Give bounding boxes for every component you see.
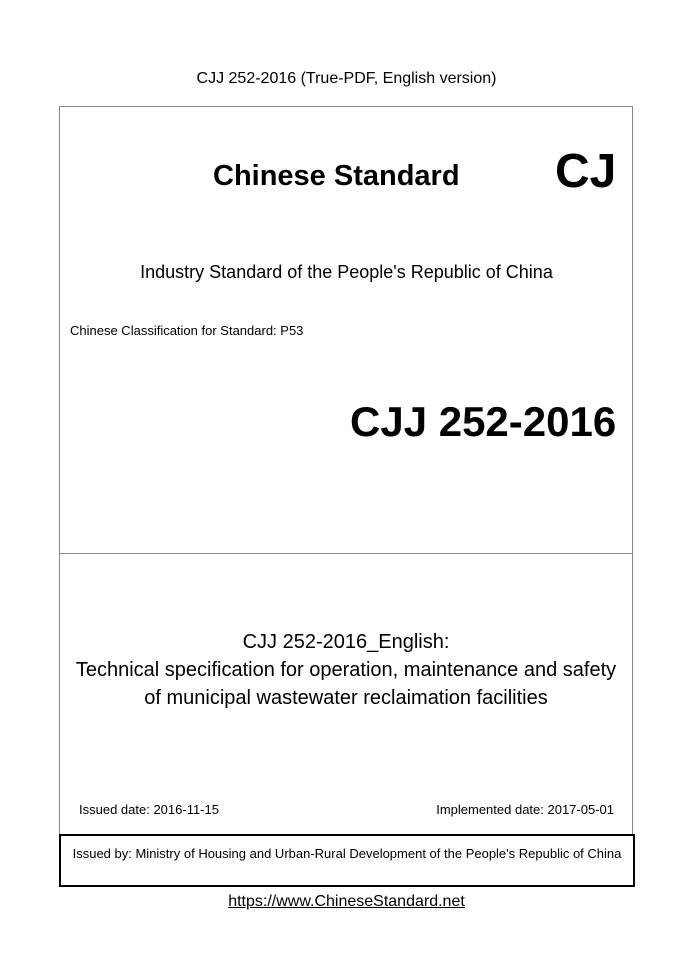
cover-title: Chinese Standard <box>213 160 460 192</box>
issuer-text: Issued by: Ministry of Housing and Urban-Rural Development of the People's Republic of China <box>72 846 622 861</box>
industry-standard-line: Industry Standard of the People's Republic of China <box>140 262 553 282</box>
website-link[interactable]: https://www.ChineseStandard.net <box>228 893 465 910</box>
classification-line: Chinese Classification for Standard: P53 <box>70 323 304 338</box>
subtitle-line: of municipal wastewater reclaimation facilities <box>144 687 548 709</box>
issued-date: Issued date: 2016-11-15 <box>79 802 219 817</box>
implemented-date: Implemented date: 2017-05-01 <box>436 802 614 817</box>
document-header: CJJ 252-2016 (True-PDF, English version) <box>196 70 497 87</box>
standard-subtitle <box>59 628 633 712</box>
standard-mark: CJ <box>555 145 617 198</box>
standard-code: CJJ 252-2016 <box>350 398 617 445</box>
subtitle-line: Technical specification for operation, maintenance and safety <box>75 659 617 681</box>
subtitle-line: CJJ 252-2016_English: <box>242 631 450 653</box>
